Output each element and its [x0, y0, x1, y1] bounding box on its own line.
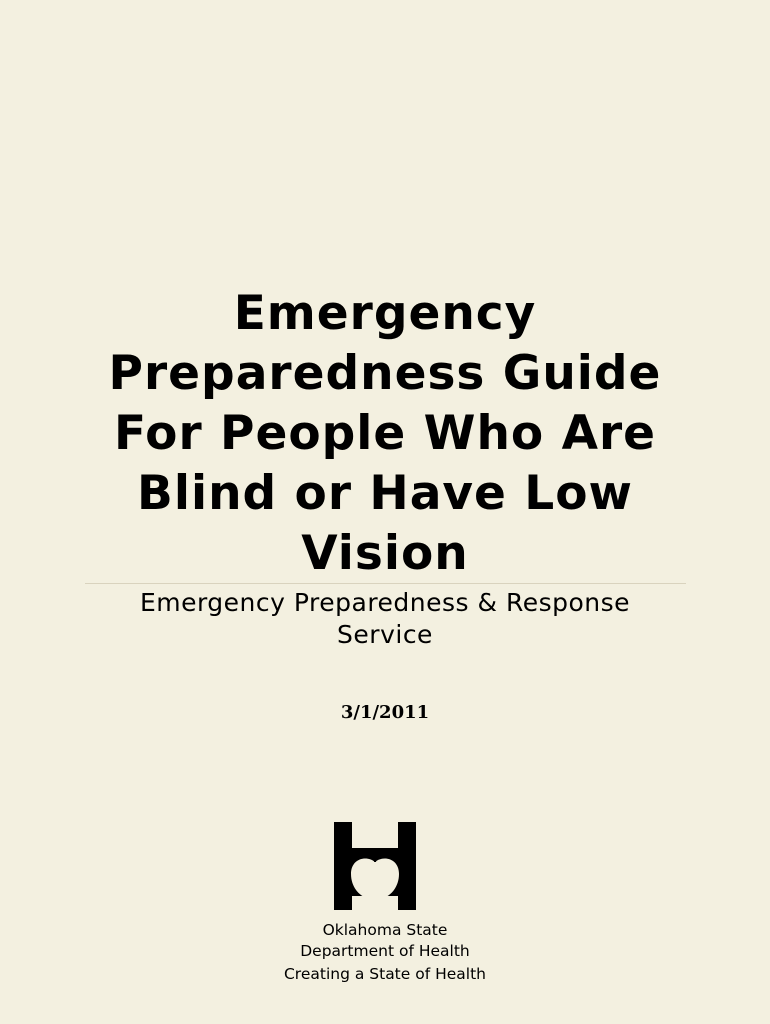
title-line: Preparedness Guide	[108, 346, 662, 401]
document-title	[0, 284, 770, 584]
document-date: 3/1/2011	[340, 702, 430, 723]
organization-block	[0, 920, 770, 985]
org-tagline: Creating a State of Health	[283, 965, 486, 983]
title-divider	[85, 583, 686, 584]
org-name-line1: Oklahoma State	[322, 921, 448, 939]
title-line: Vision	[301, 526, 469, 581]
subtitle-line: Emergency Preparedness & Response	[139, 588, 631, 617]
subtitle-line: Service	[337, 620, 433, 649]
document-subtitle	[0, 587, 770, 651]
title-line: For People Who Are	[113, 406, 657, 461]
oklahoma-health-h-apple-logo-icon	[334, 822, 416, 910]
org-name-line2: Department of Health	[300, 942, 470, 960]
title-line: Emergency	[233, 286, 537, 341]
title-line: Blind or Have Low	[137, 466, 633, 521]
